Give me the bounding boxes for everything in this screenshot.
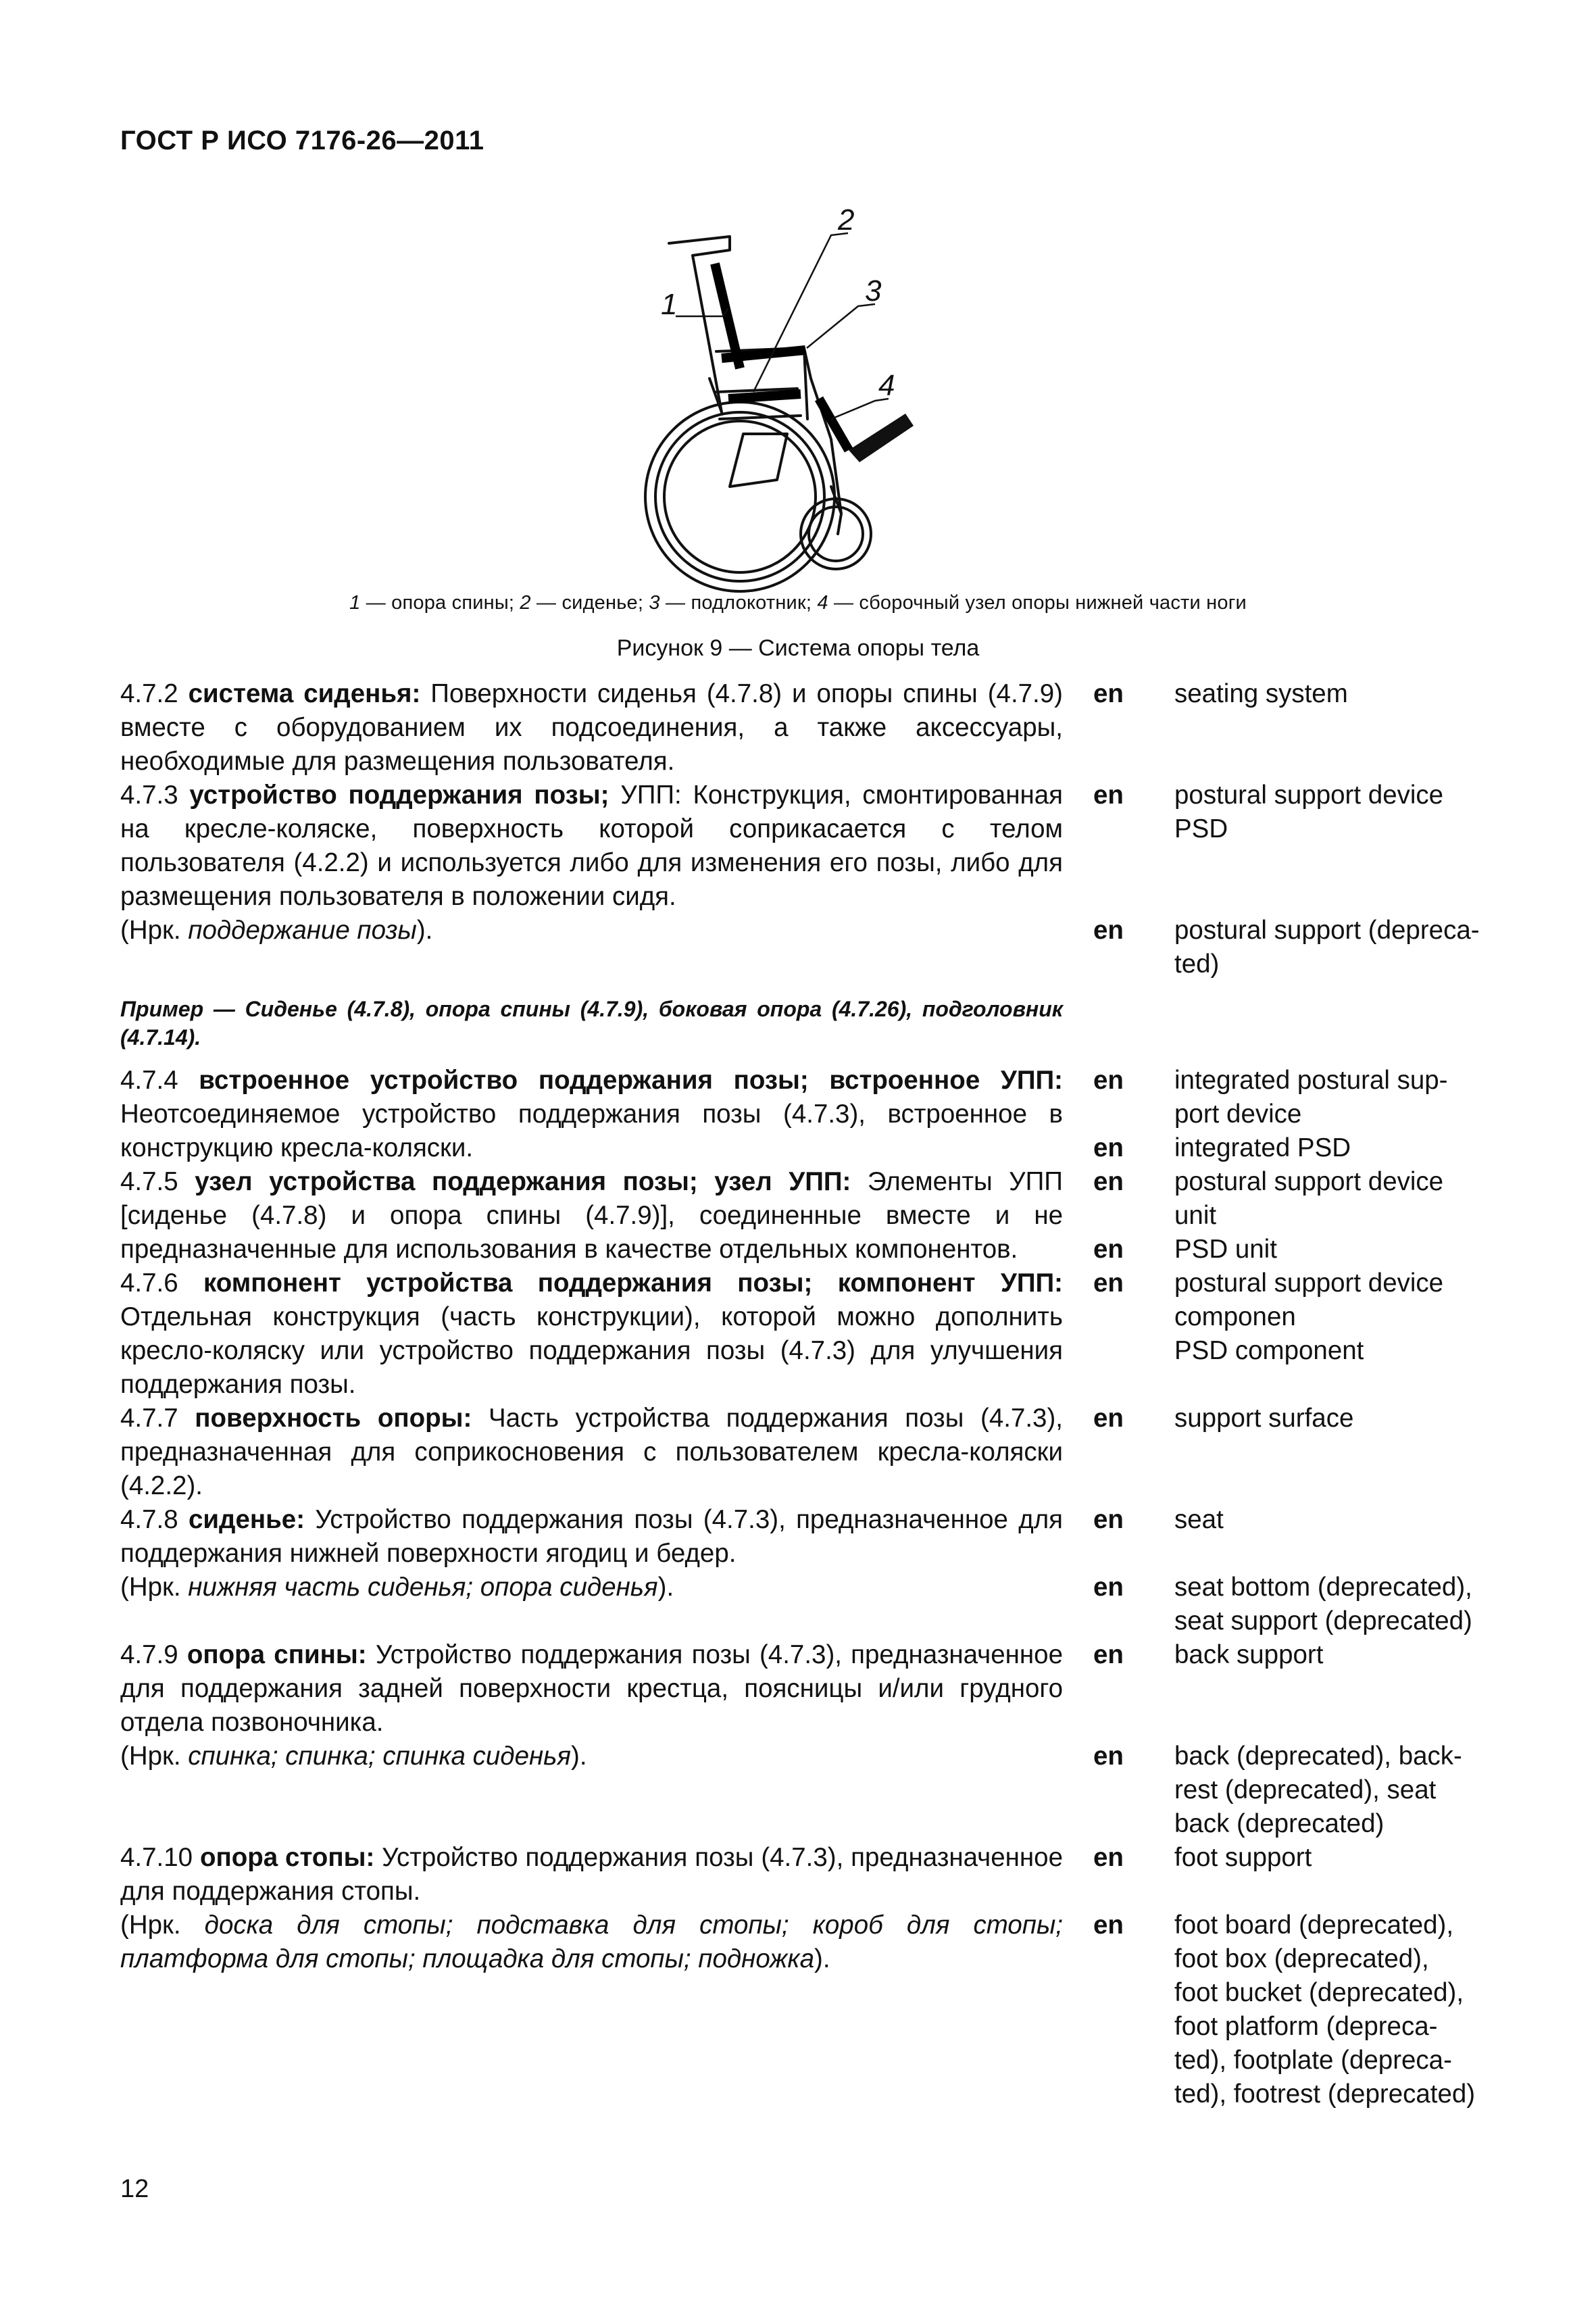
language-code: en [1093, 1742, 1124, 1771]
term-definition-ru [120, 677, 1063, 779]
term-entry [0, 1064, 1596, 1165]
language-code: en [1093, 1066, 1124, 1095]
term-entry [0, 1402, 1596, 1503]
leader-2 [753, 233, 848, 392]
definition-text: ). [416, 916, 433, 945]
figure-legend [120, 592, 1476, 614]
english-term: seat support (deprecated) [1174, 1606, 1472, 1635]
english-term: ted), footplate (depreca- [1174, 2046, 1452, 2075]
language-code: en [1093, 1505, 1124, 1534]
definition-text: УПП: Конструкция, смонтированная на кресле-коляске, поверхность которой соприкасается с телом пользователя (4.2.2) и используется либо для изменения его позы, либо для размещения пользователя в положении сидя. [120, 781, 1063, 911]
english-term: ted), footrest (deprecated) [1174, 2079, 1476, 2109]
definition-text: 4.7.4 [120, 1066, 199, 1095]
term-entry [0, 1503, 1596, 1571]
language-code: en [1093, 1911, 1124, 1940]
english-term: foot bucket (deprecated), [1174, 1978, 1464, 2007]
language-code: en [1093, 781, 1124, 810]
legend-num-1: 1 [349, 592, 361, 614]
term-definition-ru [120, 1165, 1063, 1266]
english-term: seat [1174, 1505, 1224, 1534]
legend-text-3: — подлокотник; [659, 592, 818, 614]
term-name: узел устройства поддержания позы; узел УПП: [195, 1167, 851, 1196]
definition-text: 4.7.8 [120, 1505, 189, 1534]
term-definition-ru [120, 1740, 1063, 1773]
term-entry [0, 779, 1596, 914]
english-term: postural support device [1174, 1167, 1444, 1196]
english-term: port device [1174, 1100, 1302, 1129]
english-term: back (deprecated), back- [1174, 1742, 1462, 1771]
figure-label-3: 3 [865, 274, 882, 307]
definition-text: 4.7.5 [120, 1167, 195, 1196]
legend-text-2: — сиденье; [530, 592, 649, 614]
deprecated-term: поддержание позы [188, 916, 417, 945]
english-term: integrated postural sup- [1174, 1066, 1448, 1095]
english-term: PSD [1174, 814, 1228, 843]
english-term: back support [1174, 1640, 1324, 1669]
definition-text: Устройство поддержания позы (4.7.3), предназначенное для поддержания нижней поверхности ягодиц и бедер. [120, 1505, 1064, 1568]
definition-text: 4.7.7 [120, 1404, 195, 1433]
language-code: en [1093, 679, 1124, 708]
term-entry [0, 1909, 1596, 2111]
figure-label-2: 2 [838, 203, 855, 237]
terms-list [0, 677, 1596, 2111]
definition-text: Поверхности сиденья (4.7.8) и опоры спины (4.7.9) вместе с оборудованием их подсоединения, а также аксессуары, необходимые для размещения пользователя. [120, 679, 1063, 776]
deprecated-term: спинка; спинка; спинка сиденья [188, 1742, 571, 1771]
legend-num-2: 2 [520, 592, 531, 614]
term-definition-ru [120, 779, 1063, 914]
term-name: опора стопы: [199, 1843, 375, 1872]
language-code: en [1093, 1269, 1124, 1298]
rear-wheel-outer [645, 402, 834, 591]
term-definition-ru [120, 1064, 1063, 1165]
figure-label-1: 1 [661, 288, 678, 321]
figure-label-4: 4 [878, 369, 895, 402]
definition-text: Элементы УПП [сиденье (4.7.8) и опора спины (4.7.9)], соединенные вместе и не предназначенные для использования в качестве отдельных компонентов. [120, 1167, 1063, 1264]
english-term: PSD component [1174, 1336, 1364, 1365]
wheel-frame-inner [730, 434, 787, 487]
term-entry [0, 1165, 1596, 1266]
english-term: postural support device [1174, 1269, 1444, 1298]
definition-text: 4.7.6 [120, 1269, 203, 1298]
footrest-part [849, 414, 914, 462]
term-definition-ru [120, 1841, 1063, 1909]
english-term: postural support device [1174, 781, 1444, 810]
wheelchair-diagram [608, 196, 1027, 595]
language-code: en [1093, 1167, 1124, 1196]
english-term: support surface [1174, 1404, 1354, 1433]
legend-text-4: — сборочный узел опоры нижней части ноги [828, 592, 1247, 614]
definition-text: Устройство поддержания позы (4.7.3), предназначенное для поддержания задней поверхности крестца, поясницы и/или грудного отдела позвоночника. [120, 1640, 1064, 1737]
english-term: seating system [1174, 679, 1348, 708]
term-definition-ru [120, 1503, 1063, 1571]
figure-wheelchair [608, 196, 1027, 595]
definition-text: (Нрк. [120, 916, 189, 945]
term-name: компонент устройства поддержания позы; компонент УПП: [203, 1269, 1064, 1298]
deprecated-term: нижняя часть сиденья; опора сиденья [188, 1573, 658, 1602]
term-entry [0, 1571, 1596, 1638]
leader-3 [807, 304, 875, 348]
english-term: foot platform (depreca- [1174, 2012, 1438, 2041]
definition-text: Часть устройства поддержания позы (4.7.3), предназначенная для соприкосновения с пользователем кресла-коляски (4.2.2). [120, 1404, 1063, 1500]
example-text: Пример — Сиденье (4.7.8), опора спины (4.7.9), боковая опора (4.7.26), подголовник (4.7.14). [120, 997, 1063, 1050]
page-number: 12 [120, 2175, 149, 2203]
seat-part [728, 394, 801, 399]
language-code: en [1093, 1235, 1124, 1264]
term-entry [0, 677, 1596, 779]
definition-text: (Нрк. [120, 1573, 189, 1602]
english-term: unit [1174, 1201, 1217, 1230]
language-code: en [1093, 1640, 1124, 1669]
caster-wheel-outer [801, 499, 871, 569]
language-code: en [1093, 1573, 1124, 1602]
legend-num-4: 4 [817, 592, 828, 614]
english-term: foot support [1174, 1843, 1312, 1872]
english-term: back (deprecated) [1174, 1809, 1385, 1838]
language-code: en [1093, 1843, 1124, 1872]
example-note [0, 995, 1596, 1052]
term-name: система сиденья: [188, 679, 421, 708]
legend-text-1: — опора спины; [360, 592, 520, 614]
term-entry [0, 1266, 1596, 1402]
deprecated-term: доска для стопы; подставка для стопы; короб для стопы; платформа для стопы; площадка для стопы; подножка [120, 1911, 1063, 1973]
english-term: foot box (deprecated), [1174, 1944, 1429, 1973]
push-handle [669, 237, 730, 412]
english-term: integrated PSD [1174, 1133, 1351, 1162]
language-code: en [1093, 916, 1124, 945]
term-name: устройство поддержания позы; [189, 781, 609, 810]
document-header: ГОСТ Р ИСО 7176-26—2011 [120, 126, 484, 155]
definition-text: Устройство поддержания позы (4.7.3), предназначенное для поддержания стопы. [120, 1843, 1063, 1906]
language-code: en [1093, 1404, 1124, 1433]
english-term: foot board (deprecated), [1174, 1911, 1454, 1940]
term-definition-ru [120, 1909, 1063, 1976]
definition-text: (Нрк. [120, 1911, 205, 1940]
term-name: встроенное устройство поддержания позы; встроенное УПП: [199, 1066, 1064, 1095]
english-term: PSD unit [1174, 1235, 1277, 1264]
term-definition-ru [120, 914, 1063, 947]
term-entry [0, 914, 1596, 981]
term-entry [0, 1740, 1596, 1841]
legend-num-3: 3 [649, 592, 660, 614]
english-term: rest (deprecated), seat [1174, 1775, 1437, 1804]
definition-text: 4.7.9 [120, 1640, 187, 1669]
definition-text: ). [571, 1742, 587, 1771]
definition-text: 4.7.3 [120, 781, 190, 810]
english-term: ted) [1174, 950, 1220, 979]
definition-text: Неотсоединяемое устройство поддержания позы (4.7.3), встроенное в конструкцию кресла-коляски. [120, 1100, 1063, 1162]
term-definition-ru [120, 1402, 1063, 1503]
leg-support-part [819, 399, 849, 450]
definition-text: ). [657, 1573, 674, 1602]
term-definition-ru [120, 1571, 1063, 1604]
definition-text: 4.7.2 [120, 679, 189, 708]
english-term: seat bottom (deprecated), [1174, 1573, 1472, 1602]
english-term: componen [1174, 1302, 1296, 1331]
term-definition-ru [120, 1266, 1063, 1402]
term-entry [0, 1638, 1596, 1740]
term-name: сиденье: [188, 1505, 305, 1534]
definition-text: (Нрк. [120, 1742, 189, 1771]
english-term: postural support (depreca- [1174, 916, 1480, 945]
term-definition-ru [120, 1638, 1063, 1740]
definition-text: 4.7.10 [120, 1843, 200, 1872]
definition-text: ). [814, 1944, 830, 1973]
rear-wheel-rim [655, 412, 824, 581]
definition-text: Отдельная конструкция (часть конструкции), которой можно дополнить кресло-коляску или устройство поддержания позы (4.7.3) для улучшения поддержания позы. [120, 1302, 1063, 1399]
figure-caption: Рисунок 9 — Система опоры тела [616, 635, 980, 661]
language-code: en [1093, 1133, 1124, 1162]
term-entry [0, 1841, 1596, 1909]
term-name: поверхность опоры: [195, 1404, 472, 1433]
term-name: опора спины: [186, 1640, 367, 1669]
